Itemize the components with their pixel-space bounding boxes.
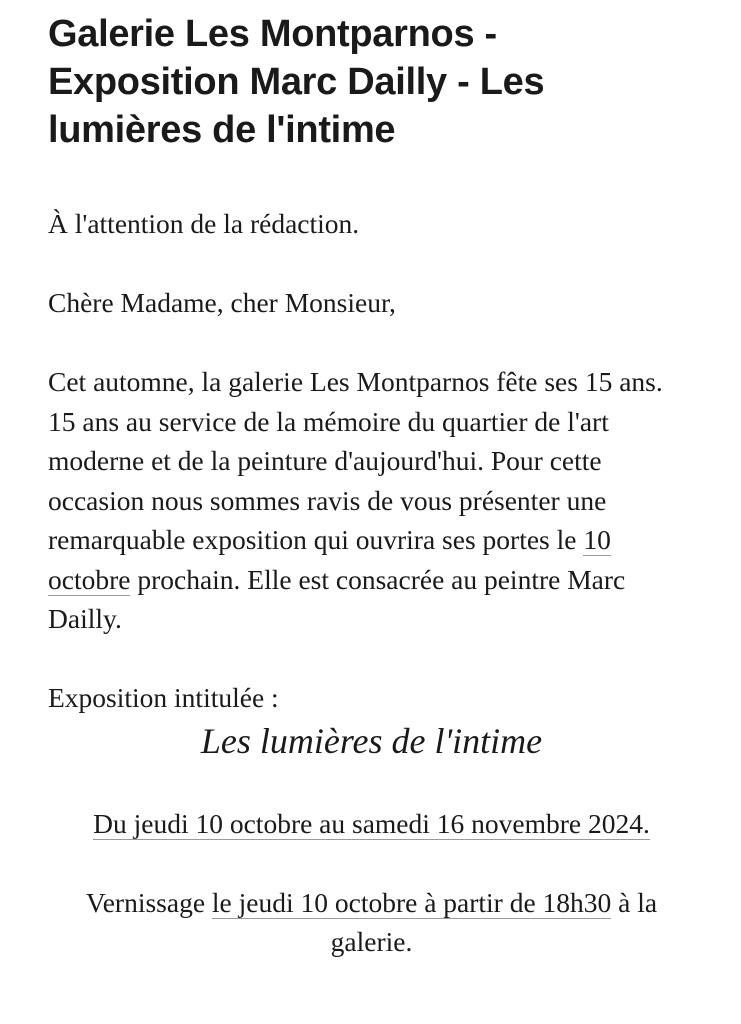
page-title: Galerie Les Montparnos - Exposition Marc Dailly - Les lumières de l'intime xyxy=(48,13,545,151)
vernissage-line xyxy=(48,883,695,962)
dates-line xyxy=(48,804,695,844)
exhibition-title: Les lumières de l'intime xyxy=(200,720,543,761)
attention-line: À l'attention de la rédaction. xyxy=(48,208,360,239)
intro-paragraph xyxy=(48,362,695,639)
intro-text-end: prochain. Elle est consacrée au peintre Marc Dailly. xyxy=(48,563,626,634)
date-link[interactable]: 10 octobre xyxy=(48,524,611,595)
event-details xyxy=(48,804,695,962)
letter-content xyxy=(48,204,695,718)
vernissage-link[interactable]: le jeudi 10 octobre à partir de 18h30 xyxy=(211,886,612,918)
exhibition-label: Exposition intitulée : xyxy=(48,682,279,713)
greeting-line: Chère Madame, cher Monsieur, xyxy=(48,287,396,318)
vernissage-suffix: à la galerie. xyxy=(330,886,658,957)
intro-text-start: Cet automne, la galerie Les Montparnos fête ses 15 ans. 15 ans au service de la mémoire du quartier de l'art moderne et de la peinture d'aujourd'hui. Pour cette occasion nous sommes ravis de vous présenter une remarquable exposition qui ouvrira ses portes le xyxy=(48,366,663,555)
vernissage-prefix: Vernissage xyxy=(85,886,212,918)
dates-link[interactable]: Du jeudi 10 octobre au samedi 16 novembre 2024. xyxy=(93,807,650,839)
